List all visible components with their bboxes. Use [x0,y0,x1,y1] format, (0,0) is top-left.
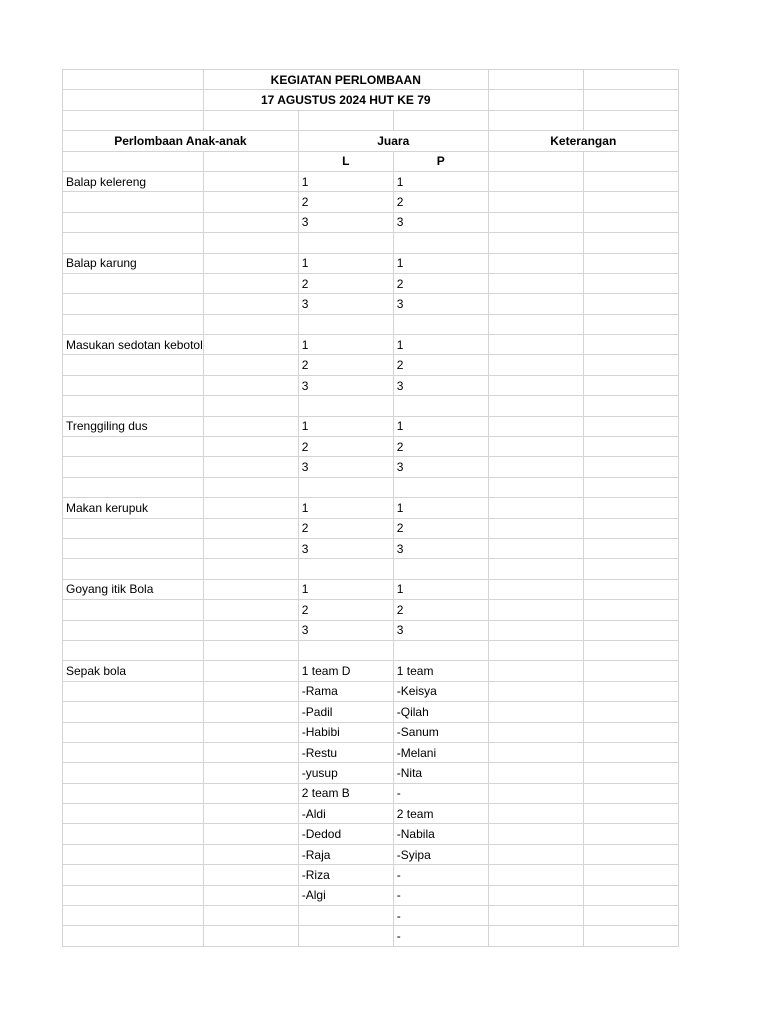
female-winner-cell[interactable]: 3 [393,457,488,477]
competition-cell[interactable]: Masukan sedotan kebotol [63,335,204,355]
female-winner-cell[interactable]: - [393,926,488,946]
sheet-title[interactable]: KEGIATAN PERLOMBAAN [203,70,488,90]
blank-cell[interactable] [203,579,298,599]
female-winner-cell[interactable]: 2 [393,355,488,375]
table-row [63,702,679,722]
male-winner-cell[interactable] [298,906,393,926]
male-winner-cell[interactable] [298,396,393,416]
notes-cell-2[interactable] [583,824,678,844]
male-winner-cell[interactable]: -yusup [298,763,393,783]
notes-cell[interactable] [488,518,583,538]
female-winner-cell[interactable] [393,233,488,253]
table-row [63,824,679,844]
female-winner-cell[interactable]: -Syipa [393,844,488,864]
blank-cell[interactable] [203,783,298,803]
notes-cell[interactable] [488,498,583,518]
notes-cell[interactable] [488,559,583,579]
competition-cell[interactable] [63,477,204,497]
competition-cell[interactable] [63,273,204,293]
competition-cell[interactable] [63,742,204,762]
table-row [63,355,679,375]
blank-cell[interactable] [203,416,298,436]
male-winner-cell[interactable]: 1 [298,579,393,599]
blank-cell[interactable] [203,600,298,620]
table-row [63,171,679,191]
male-winner-cell[interactable]: 2 [298,273,393,293]
notes-cell[interactable] [488,437,583,457]
blank-cell[interactable] [203,212,298,232]
notes-cell-2[interactable] [583,865,678,885]
competition-cell[interactable] [63,620,204,640]
competition-cell[interactable] [63,763,204,783]
blank-cell[interactable] [203,926,298,946]
blank-cell[interactable] [203,518,298,538]
table-row [63,457,679,477]
blank-cell[interactable] [203,620,298,640]
competition-cell[interactable] [63,192,204,212]
male-winner-cell[interactable]: -Restu [298,742,393,762]
female-winner-cell[interactable]: 2 [393,518,488,538]
notes-cell[interactable] [488,477,583,497]
cell[interactable] [583,151,678,171]
cell[interactable] [63,90,204,110]
male-winner-cell[interactable]: -Riza [298,865,393,885]
notes-cell-2[interactable] [583,253,678,273]
competition-cell[interactable] [63,457,204,477]
blank-row [63,110,679,130]
competition-cell[interactable] [63,294,204,314]
table-row [63,375,679,395]
notes-cell-2[interactable] [583,885,678,905]
table-row [63,865,679,885]
competition-cell[interactable]: Balap karung [63,253,204,273]
notes-cell[interactable] [488,192,583,212]
competition-cell[interactable]: Goyang itik Bola [63,579,204,599]
table-row [63,783,679,803]
notes-cell[interactable] [488,783,583,803]
notes-cell-2[interactable] [583,661,678,681]
male-winner-cell[interactable]: 3 [298,294,393,314]
notes-cell[interactable] [488,661,583,681]
female-winner-cell[interactable]: 1 team [393,661,488,681]
notes-cell[interactable] [488,355,583,375]
female-winner-cell[interactable]: 3 [393,375,488,395]
female-winner-cell[interactable]: -Melani [393,742,488,762]
competition-cell[interactable] [63,783,204,803]
male-winner-cell[interactable]: 3 [298,620,393,640]
notes-cell[interactable] [488,906,583,926]
header-female[interactable]: P [393,151,488,171]
notes-cell[interactable] [488,538,583,558]
competition-cell[interactable] [63,233,204,253]
male-winner-cell[interactable] [298,559,393,579]
competition-cell[interactable]: Makan kerupuk [63,498,204,518]
competition-cell[interactable] [63,926,204,946]
female-winner-cell[interactable]: -Nita [393,763,488,783]
notes-cell-2[interactable] [583,600,678,620]
female-winner-cell[interactable]: - [393,906,488,926]
notes-cell[interactable] [488,722,583,742]
competition-cell[interactable] [63,640,204,660]
male-winner-cell[interactable]: 2 [298,355,393,375]
male-winner-cell[interactable] [298,640,393,660]
female-winner-cell[interactable]: -Nabila [393,824,488,844]
blank-cell[interactable] [203,763,298,783]
notes-cell-2[interactable] [583,416,678,436]
notes-cell[interactable] [488,416,583,436]
cell[interactable] [488,110,583,130]
notes-cell-2[interactable] [583,294,678,314]
female-winner-cell[interactable]: 1 [393,416,488,436]
female-winner-cell[interactable]: 2 [393,437,488,457]
female-winner-cell[interactable]: -Keisya [393,681,488,701]
female-winner-cell[interactable] [393,396,488,416]
female-winner-cell[interactable]: 1 [393,253,488,273]
male-winner-cell[interactable]: -Algi [298,885,393,905]
notes-cell-2[interactable] [583,742,678,762]
male-winner-cell[interactable]: 3 [298,457,393,477]
table-row [63,396,679,416]
male-winner-cell[interactable]: 1 [298,416,393,436]
notes-cell-2[interactable] [583,273,678,293]
cell[interactable] [488,151,583,171]
notes-cell-2[interactable] [583,906,678,926]
competition-cell[interactable] [63,844,204,864]
notes-cell-2[interactable] [583,375,678,395]
table-row [63,538,679,558]
competition-cell[interactable] [63,722,204,742]
competition-cell[interactable] [63,314,204,334]
blank-cell[interactable] [203,681,298,701]
title-row-1 [63,70,679,90]
cell[interactable] [583,110,678,130]
male-winner-cell[interactable]: 2 [298,600,393,620]
female-winner-cell[interactable] [393,640,488,660]
table-row [63,885,679,905]
notes-cell[interactable] [488,702,583,722]
competition-cell[interactable] [63,865,204,885]
notes-cell[interactable] [488,865,583,885]
male-winner-cell[interactable] [298,477,393,497]
notes-cell[interactable] [488,600,583,620]
male-winner-cell[interactable]: 1 [298,498,393,518]
male-winner-cell[interactable]: 2 team B [298,783,393,803]
male-winner-cell[interactable]: 1 team D [298,661,393,681]
sheet-subtitle[interactable]: 17 AGUSTUS 2024 HUT KE 79 [203,90,488,110]
notes-cell-2[interactable] [583,314,678,334]
notes-cell-2[interactable] [583,212,678,232]
blank-cell[interactable] [203,396,298,416]
notes-cell[interactable] [488,926,583,946]
subheader-row [63,151,679,171]
male-winner-cell[interactable]: -Raja [298,844,393,864]
table-row [63,477,679,497]
female-winner-cell[interactable]: 2 [393,273,488,293]
table-row [63,926,679,946]
blank-cell[interactable] [203,640,298,660]
notes-cell[interactable] [488,375,583,395]
notes-cell[interactable] [488,171,583,191]
male-winner-cell[interactable]: -Habibi [298,722,393,742]
notes-cell[interactable] [488,763,583,783]
table-row [63,233,679,253]
notes-cell-2[interactable] [583,844,678,864]
table-row [63,661,679,681]
notes-cell[interactable] [488,885,583,905]
blank-cell[interactable] [203,294,298,314]
blank-cell[interactable] [203,375,298,395]
cell[interactable] [583,70,678,90]
male-winner-cell[interactable]: -Rama [298,681,393,701]
title-row-2 [63,90,679,110]
blank-cell[interactable] [203,314,298,334]
competition-cell[interactable] [63,437,204,457]
notes-cell-2[interactable] [583,355,678,375]
female-winner-cell[interactable]: 1 [393,498,488,518]
blank-cell[interactable] [203,885,298,905]
table-row [63,294,679,314]
competition-cell[interactable]: Balap kelereng [63,171,204,191]
blank-cell[interactable] [203,702,298,722]
table-row [63,335,679,355]
female-winner-cell[interactable]: -Qilah [393,702,488,722]
male-winner-cell[interactable]: 2 [298,192,393,212]
male-winner-cell[interactable] [298,314,393,334]
notes-cell-2[interactable] [583,538,678,558]
notes-cell-2[interactable] [583,763,678,783]
notes-cell-2[interactable] [583,783,678,803]
table-row [63,742,679,762]
table-row [63,722,679,742]
competition-cell[interactable] [63,906,204,926]
blank-cell[interactable] [203,498,298,518]
blank-cell[interactable] [203,844,298,864]
competition-cell[interactable] [63,681,204,701]
notes-cell-2[interactable] [583,335,678,355]
blank-cell[interactable] [203,906,298,926]
notes-cell[interactable] [488,457,583,477]
table-row [63,253,679,273]
notes-cell[interactable] [488,212,583,232]
competition-cell[interactable] [63,885,204,905]
blank-cell[interactable] [203,192,298,212]
notes-cell-2[interactable] [583,192,678,212]
male-winner-cell[interactable]: 2 [298,437,393,457]
notes-cell-2[interactable] [583,559,678,579]
male-winner-cell[interactable]: -Aldi [298,804,393,824]
table-row [63,498,679,518]
blank-cell[interactable] [203,335,298,355]
female-winner-cell[interactable]: 3 [393,212,488,232]
blank-cell[interactable] [203,253,298,273]
notes-cell[interactable] [488,804,583,824]
header-notes[interactable]: Keterangan [488,131,678,151]
blank-cell[interactable] [203,437,298,457]
table-row [63,906,679,926]
competition-cell[interactable] [63,212,204,232]
male-winner-cell[interactable]: -Padil [298,702,393,722]
table-row [63,212,679,232]
female-winner-cell[interactable]: 2 [393,192,488,212]
notes-cell[interactable] [488,844,583,864]
table-row [63,600,679,620]
blank-cell[interactable] [203,538,298,558]
notes-cell-2[interactable] [583,579,678,599]
competition-cell[interactable]: Sepak bola [63,661,204,681]
female-winner-cell[interactable]: - [393,865,488,885]
notes-cell[interactable] [488,579,583,599]
competition-cell[interactable] [63,396,204,416]
blank-cell[interactable] [203,824,298,844]
cell[interactable] [63,70,204,90]
notes-cell-2[interactable] [583,233,678,253]
header-male[interactable]: L [298,151,393,171]
female-winner-cell[interactable]: - [393,783,488,803]
notes-cell-2[interactable] [583,477,678,497]
table-row [63,273,679,293]
table-row [63,844,679,864]
cell[interactable] [393,110,488,130]
competition-cell[interactable] [63,538,204,558]
notes-cell[interactable] [488,294,583,314]
female-winner-cell[interactable]: 3 [393,294,488,314]
female-winner-cell[interactable] [393,314,488,334]
table-row [63,559,679,579]
notes-cell[interactable] [488,620,583,640]
male-winner-cell[interactable]: 1 [298,171,393,191]
notes-cell-2[interactable] [583,396,678,416]
competition-cell[interactable] [63,518,204,538]
notes-cell-2[interactable] [583,620,678,640]
female-winner-cell[interactable]: 2 team [393,804,488,824]
competition-cell[interactable] [63,559,204,579]
notes-cell-2[interactable] [583,457,678,477]
notes-cell[interactable] [488,824,583,844]
notes-cell[interactable] [488,233,583,253]
table-row [63,192,679,212]
blank-cell[interactable] [203,559,298,579]
notes-cell[interactable] [488,314,583,334]
competition-cell[interactable] [63,600,204,620]
notes-cell[interactable] [488,640,583,660]
notes-cell-2[interactable] [583,681,678,701]
male-winner-cell[interactable]: 2 [298,518,393,538]
notes-cell[interactable] [488,681,583,701]
header-winner[interactable]: Juara [298,131,488,151]
female-winner-cell[interactable]: 1 [393,335,488,355]
blank-cell[interactable] [203,171,298,191]
female-winner-cell[interactable] [393,559,488,579]
male-winner-cell[interactable] [298,233,393,253]
notes-cell-2[interactable] [583,722,678,742]
female-winner-cell[interactable]: 1 [393,171,488,191]
female-winner-cell[interactable]: - [393,885,488,905]
blank-cell[interactable] [203,742,298,762]
competition-cell[interactable] [63,702,204,722]
table-row [63,416,679,436]
competition-cell[interactable] [63,824,204,844]
female-winner-cell[interactable]: 2 [393,600,488,620]
spreadsheet-table [62,69,679,947]
notes-cell[interactable] [488,742,583,762]
notes-cell-2[interactable] [583,702,678,722]
table-row [63,640,679,660]
table-row [63,314,679,334]
cell[interactable] [203,151,298,171]
notes-cell-2[interactable] [583,498,678,518]
competition-cell[interactable] [63,355,204,375]
female-winner-cell[interactable]: 3 [393,538,488,558]
male-winner-cell[interactable]: 1 [298,335,393,355]
female-winner-cell[interactable]: -Sanum [393,722,488,742]
table-row [63,579,679,599]
male-winner-cell[interactable]: 3 [298,375,393,395]
table-row [63,804,679,824]
cell[interactable] [298,110,393,130]
table-row [63,437,679,457]
male-winner-cell[interactable] [298,926,393,946]
competition-cell[interactable] [63,804,204,824]
table-row [63,518,679,538]
competition-cell[interactable] [63,375,204,395]
notes-cell-2[interactable] [583,437,678,457]
blank-cell[interactable] [203,477,298,497]
header-competition[interactable]: Perlombaan Anak-anak [63,131,299,151]
male-winner-cell[interactable]: 3 [298,538,393,558]
notes-cell-2[interactable] [583,518,678,538]
notes-cell-2[interactable] [583,171,678,191]
blank-cell[interactable] [203,722,298,742]
header-row [63,131,679,151]
blank-cell[interactable] [203,804,298,824]
blank-cell[interactable] [203,865,298,885]
notes-cell[interactable] [488,273,583,293]
female-winner-cell[interactable]: 1 [393,579,488,599]
blank-cell[interactable] [203,355,298,375]
cell[interactable] [63,151,204,171]
male-winner-cell[interactable]: 1 [298,253,393,273]
female-winner-cell[interactable] [393,477,488,497]
notes-cell[interactable] [488,335,583,355]
male-winner-cell[interactable]: 3 [298,212,393,232]
cell[interactable] [488,90,583,110]
female-winner-cell[interactable]: 3 [393,620,488,640]
notes-cell[interactable] [488,253,583,273]
blank-cell[interactable] [203,273,298,293]
male-winner-cell[interactable]: -Dedod [298,824,393,844]
notes-cell-2[interactable] [583,640,678,660]
notes-cell-2[interactable] [583,926,678,946]
table-row [63,681,679,701]
notes-cell-2[interactable] [583,804,678,824]
blank-cell[interactable] [203,661,298,681]
competition-cell[interactable]: Trenggiling dus [63,416,204,436]
notes-cell[interactable] [488,396,583,416]
cell[interactable] [488,70,583,90]
cell[interactable] [63,110,204,130]
blank-cell[interactable] [203,233,298,253]
table-row [63,763,679,783]
cell[interactable] [583,90,678,110]
blank-cell[interactable] [203,457,298,477]
table-row [63,620,679,640]
cell[interactable] [203,110,298,130]
